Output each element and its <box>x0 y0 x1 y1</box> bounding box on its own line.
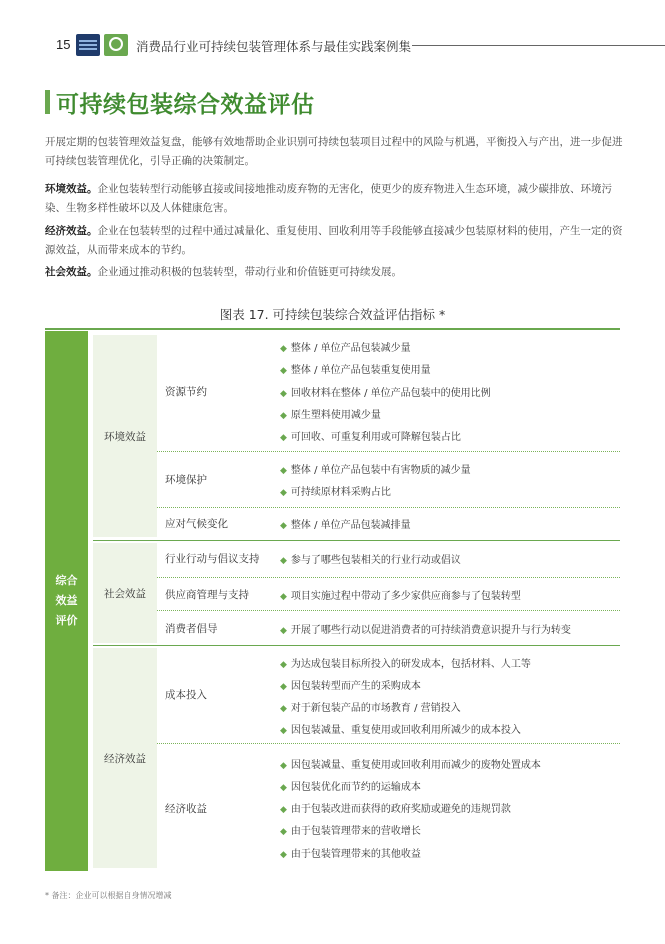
sub-label-environmental-protection: 环境保护 <box>165 474 207 486</box>
indicator-item: ◆ 参与了哪些包装相关的行业行动或倡议 <box>280 555 461 566</box>
indicator-item: ◆ 可持续原材料采购占比 <box>280 487 391 498</box>
paragraph-lead: 经济效益。 <box>45 225 98 237</box>
indicator-item: ◆ 整体 / 单位产品包装中有害物质的减少量 <box>280 465 471 476</box>
row-divider <box>157 743 620 744</box>
row-divider <box>157 610 620 611</box>
indicator-item: ◆ 由于包装改进而获得的政府奖励或避免的违规罚款 <box>280 804 511 815</box>
paragraph-lead: 社会效益。 <box>45 266 98 278</box>
row-divider <box>157 451 620 452</box>
indicator-item: ◆ 因包装转型而产生的采购成本 <box>280 681 421 692</box>
indicator-item: ◆ 由于包装管理带来的其他收益 <box>280 849 421 860</box>
sustainability-logo <box>104 34 128 56</box>
economic-benefit-paragraph <box>45 222 623 260</box>
bullet-icon: ◆ <box>280 626 287 636</box>
bullet-icon: ◆ <box>280 556 287 566</box>
intro-paragraph: 开展定期的包装管理效益复盘，能够有效地帮助企业识别可持续包装项目过程中的风险与机遇，平衡投入与产出，进一步促进可持续包装管理优化，引导正确的决策制定。 <box>45 136 623 167</box>
bullet-icon: ◆ <box>280 366 287 376</box>
paragraph-text: 企业在包装转型的过程中通过减量化、重复使用、回收利用等手段能够直接减少包装原材料的使用，产生一定的资源效益，从而带来成本的节约。 <box>45 225 623 256</box>
group-label: 环境效益 <box>104 430 146 443</box>
sub-label-supplier-management: 供应商管理与支持 <box>165 589 249 601</box>
bullet-icon: ◆ <box>280 344 287 354</box>
row-divider <box>157 577 620 578</box>
bullet-icon: ◆ <box>280 521 287 531</box>
sub-label-consumer-advocacy: 消费者倡导 <box>165 623 218 635</box>
group-economic <box>93 648 157 868</box>
group-divider <box>93 540 620 541</box>
indicator-item: ◆ 由于包装管理带来的营收增长 <box>280 826 421 837</box>
indicator-item: ◆ 对于新包装产品的市场教育 / 营销投入 <box>280 703 461 714</box>
bullet-icon: ◆ <box>280 682 287 692</box>
environmental-benefit-paragraph <box>45 180 623 218</box>
page-number: 15 <box>56 37 71 52</box>
bullet-icon: ◆ <box>280 466 287 476</box>
bullet-icon: ◆ <box>280 389 287 399</box>
bullet-icon: ◆ <box>280 433 287 443</box>
footnote: * 备注：企业可以根据自身情况增减 <box>45 891 172 900</box>
bullet-icon: ◆ <box>280 726 287 736</box>
sub-label-cost-input: 成本投入 <box>165 689 207 701</box>
group-environmental <box>93 335 157 537</box>
indicator-item: ◆ 开展了哪些行动以促进消费者的可持续消费意识提升与行为转变 <box>280 625 571 636</box>
indicator-item: ◆ 整体 / 单位产品包装重复使用量 <box>280 365 431 376</box>
organization-logo <box>76 34 100 56</box>
document-title: 消费品行业可持续包装管理体系与最佳实践案例集 <box>136 39 412 54</box>
paragraph-lead: 环境效益。 <box>45 183 98 195</box>
overall-evaluation-column <box>45 331 88 871</box>
indicator-item: ◆ 整体 / 单位产品包装减少量 <box>280 343 411 354</box>
table-top-rule <box>45 328 620 330</box>
sub-label-industry-initiatives: 行业行动与倡议支持 <box>165 553 260 565</box>
section-title: 可持续包装综合效益评估 <box>56 92 315 118</box>
bullet-icon: ◆ <box>280 850 287 860</box>
page-header <box>0 0 665 60</box>
group-divider <box>93 645 620 646</box>
indicator-item: ◆ 为达成包装目标所投入的研发成本，包括材料、人工等 <box>280 659 531 670</box>
bullet-icon: ◆ <box>280 488 287 498</box>
indicator-item: ◆ 项目实施过程中带动了多少家供应商参与了包装转型 <box>280 591 521 602</box>
indicator-item: ◆ 因包装减量、重复使用或回收利用所减少的成本投入 <box>280 725 521 736</box>
group-label: 经济效益 <box>104 752 146 765</box>
indicator-item: ◆ 因包装优化而节约的运输成本 <box>280 782 421 793</box>
table-title: 图表 17. 可持续包装综合效益评估指标 * <box>219 307 446 322</box>
overall-evaluation-label: 综合效益评价 <box>55 574 78 627</box>
bullet-icon: ◆ <box>280 783 287 793</box>
indicator-item: ◆ 可回收、可重复利用或可降解包装占比 <box>280 432 461 443</box>
sub-label-resource-saving: 资源节约 <box>165 386 207 398</box>
bullet-icon: ◆ <box>280 660 287 670</box>
bullet-icon: ◆ <box>280 704 287 714</box>
bullet-icon: ◆ <box>280 761 287 771</box>
indicator-item: ◆ 原生塑料使用减少量 <box>280 410 381 421</box>
sub-label-economic-returns: 经济收益 <box>165 803 207 815</box>
bullet-icon: ◆ <box>280 827 287 837</box>
bullet-icon: ◆ <box>280 592 287 602</box>
sub-label-climate-change: 应对气候变化 <box>165 518 228 530</box>
header-divider <box>412 45 665 46</box>
section-accent-bar <box>45 90 50 114</box>
row-divider <box>157 507 620 508</box>
indicator-item: ◆ 回收材料在整体 / 单位产品包装中的使用比例 <box>280 388 491 399</box>
bullet-icon: ◆ <box>280 411 287 421</box>
group-label: 社会效益 <box>104 587 146 600</box>
bullet-icon: ◆ <box>280 805 287 815</box>
paragraph-text: 企业通过推动积极的包装转型，带动行业和价值链更可持续发展。 <box>97 266 402 278</box>
group-social <box>93 543 157 643</box>
indicator-item: ◆ 整体 / 单位产品包装减排量 <box>280 520 411 531</box>
indicator-item: ◆ 因包装减量、重复使用或回收利用而减少的废物处置成本 <box>280 760 541 771</box>
social-benefit-paragraph <box>45 263 623 282</box>
paragraph-text: 企业包装转型行动能够直接或间接地推动废弃物的无害化，使更少的废弃物进入生态环境，减少碳排放、环境污染、生物多样性破坏以及人体健康危害。 <box>45 183 612 214</box>
